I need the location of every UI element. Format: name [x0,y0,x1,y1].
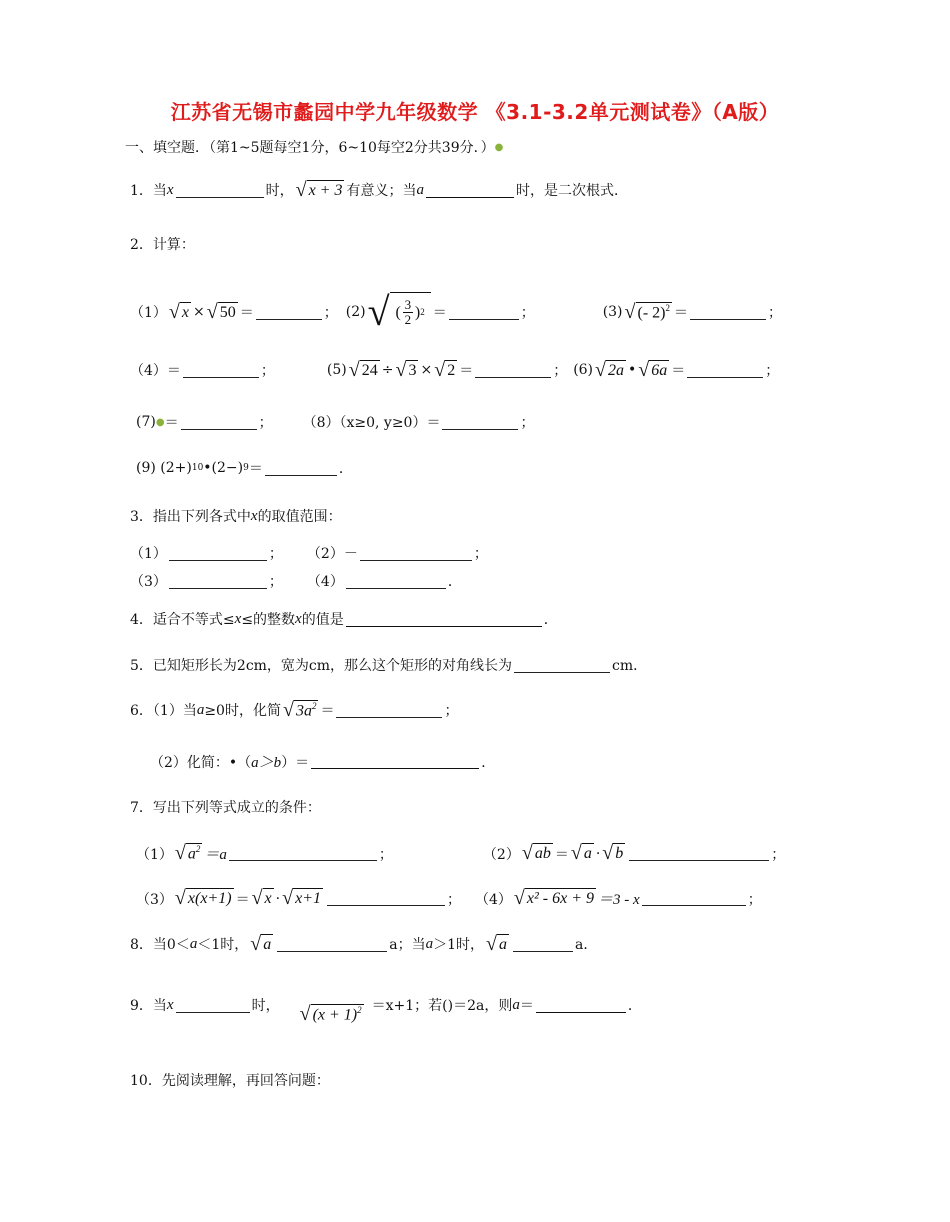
mark-dot: ● [494,141,504,153]
answer-blank[interactable] [311,754,479,769]
question-5: 5．已知矩形长为2cm，宽为cm，那么这个矩形的对角线长为 cm． [130,658,648,674]
question-8: 8．当0＜ a ＜1时， √ a a；当 a ＞1时， √ a a． [130,933,598,955]
radical: √ x+1 [282,887,321,910]
page-title: 江苏省无锡市蠡园中学九年级数学 《3.1-3.2单元测试卷》（A版） [170,100,780,124]
answer-blank[interactable] [442,415,518,430]
radical: √ ( $\frac{3}{2}$ ) 2 [368,292,431,332]
answer-blank[interactable] [176,183,264,198]
answer-blank[interactable] [513,937,573,952]
question-7-row-1: （1） √ $a^2$ ＝a ； （2） √ ab ＝ √ a · √ b ； [136,842,786,865]
radical: √ ab [521,842,551,865]
question-2-row-2: （4）＝ ； (5) √ 24 ÷ √ 3 × √ 2 ＝ ； (6) √ 2a • √ 6a ＝ ； [130,359,780,381]
radical: √ $a^2$ [174,842,201,865]
answer-blank[interactable] [336,703,442,718]
radical: √ x² - 6x + 9 [513,887,595,910]
mark-dot: ● [155,416,165,428]
answer-blank[interactable] [629,846,769,861]
answer-blank[interactable] [229,846,377,861]
question-2-row-4: (9) (2+) 10 •(2−) 9 ＝ ． [136,460,353,477]
radical: √ 3 [395,359,417,381]
question-2-row-3: (7) ● ＝ ； （8）（x≥0, y≥0）＝ ； [136,414,535,431]
radical: √ 24 [348,359,378,381]
question-3-row-2: （3） ； （4） ． [130,574,462,590]
radical: √ (- 2)$^2$ [624,300,670,323]
question-4: 4．适合不等式≤ x ≤的整数 x 的值是 ． [130,610,558,628]
answer-blank[interactable] [360,546,472,561]
radical: √ 2a [595,359,625,381]
radical: √ x(x+1) [174,887,232,910]
question-10: 10．先阅读理解，再回答问题： [130,1073,330,1089]
answer-blank[interactable] [176,998,250,1013]
answer-blank[interactable] [346,612,542,627]
radical: √ 6a [638,359,668,381]
answer-blank[interactable] [183,363,259,378]
radical: √ a [250,933,272,955]
answer-blank[interactable] [169,574,267,589]
answer-blank[interactable] [181,415,257,430]
answer-blank[interactable] [514,658,610,673]
radical: √ a [570,842,592,865]
answer-blank[interactable] [536,998,626,1013]
question-7-label: 7．写出下列等式成立的条件： [130,800,321,816]
answer-blank[interactable] [449,305,519,320]
answer-blank[interactable] [475,363,551,378]
answer-blank[interactable] [690,305,766,320]
answer-blank[interactable] [346,574,446,589]
radical: √ x + 3 [295,179,343,201]
radical: √ x [251,887,272,910]
radical: √ b [602,842,624,865]
radical: √ $3a^2$ [282,699,317,721]
question-9: 9．当 x 时， √ $(x + 1)^2$ ＝x+1；若()＝2a，则 a ＝ ． [130,996,642,1025]
answer-blank[interactable] [327,891,445,906]
radical: √ a [486,933,507,955]
question-6-part-2: （2）化简：•（ a＞b ）＝ ． [150,754,496,771]
question-2-label: 2．计算： [130,237,195,253]
question-6-part-1: 6．（1）当 a ≥0时，化简 √ $3a^2$ ＝ ； [130,699,459,721]
answer-blank[interactable] [642,891,746,906]
question-7-row-2: （3） √ x(x+1) ＝ √ x · √ x+1 ； （4） √ x² - 6x + 9 ＝3 - x ； [136,887,762,910]
question-1: 1．当 x 时， √ x + 3 有意义；当 a 时，是二次根式． [130,179,628,201]
radical: √ 2 [434,359,456,381]
answer-blank[interactable] [687,363,763,378]
question-2-row-1: （1） √ x × √ 50 ＝ ； (2) √ ( $\frac{3}{2}$ ) 2 ＝ ； (3) √ (- 2)$^2$ ＝ ； [130,289,782,334]
answer-blank[interactable] [265,461,337,476]
answer-blank[interactable] [256,305,322,320]
answer-blank[interactable] [426,183,514,198]
radical: √ x [168,300,190,323]
radical: √ $(x + 1)^2$ [299,1003,362,1025]
question-3-label: 3．指出下列各式中 x 的取值范围： [130,507,342,525]
section-heading: 一、填空题．（第1~5题每空1分，6~10每空2分共39分．） ● [125,140,504,156]
answer-blank[interactable] [169,546,267,561]
question-3-row-1: （1） ； （2）－ ； [130,546,488,562]
answer-blank[interactable] [277,937,387,952]
radical: √ 50 [206,300,236,323]
